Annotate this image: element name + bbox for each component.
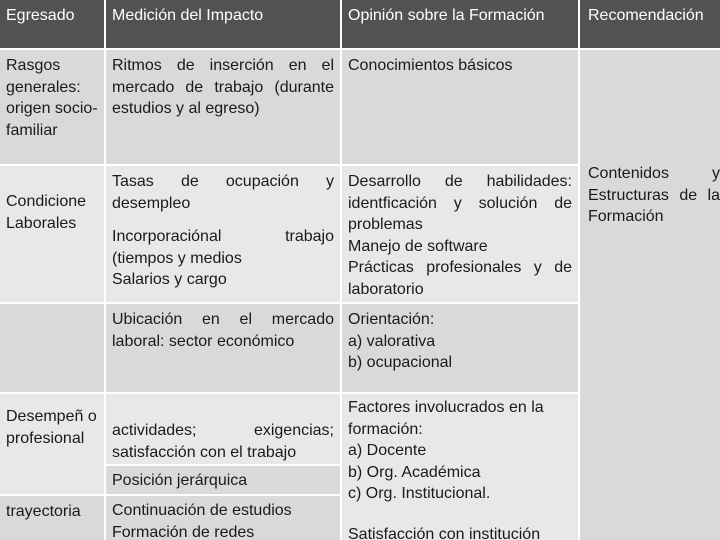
rasgos-label-cell: [0, 50, 104, 164]
desempeno-medicion-cell: [106, 394, 340, 464]
trayectoria-label: trayectoria: [6, 503, 81, 520]
header-medicion: [106, 0, 340, 48]
desempeno-opinion-c: c) Org. Institucional.: [348, 485, 491, 502]
condiciones-medicion-2: Incorporaciónal trabajo (tiempos y medios: [112, 228, 334, 267]
condiciones-opinion-1: Desarrollo de habilidades: identficación y solución de problemas: [348, 173, 572, 233]
ubicacion-opinion-b: b) ocupacional: [348, 354, 453, 371]
condiciones-label-cell: [0, 166, 104, 302]
recomendacion-text: Contenidos y Estructuras de la Formación: [588, 165, 720, 225]
header-opinion-label: Opinión sobre la Formación: [348, 7, 545, 24]
condiciones-label: Condicione Laborales: [6, 193, 87, 232]
desempeno-posicion-cell: [106, 466, 340, 494]
condiciones-medicion-3: Salarios y cargo: [112, 271, 227, 288]
condiciones-medicion-1: Tasas de ocupación y desempleo: [112, 173, 334, 212]
trayectoria-label-cell: [0, 496, 104, 540]
condiciones-medicion-cell: [106, 166, 340, 302]
header-medicion-label: Medición del Impacto: [112, 7, 264, 24]
ubicacion-medicion-cell: [106, 304, 340, 392]
desempeno-opinion-b: b) Org. Académica: [348, 463, 481, 481]
condiciones-opinion-2: Manejo de software: [348, 237, 488, 255]
ubicacion-medicion: Ubicación en el mercado laboral: sector económico: [112, 311, 334, 350]
condiciones-opinion-3: Prácticas profesionales y de laboratorio: [348, 259, 572, 298]
ubicacion-opinion-a: a) valorativa: [348, 332, 436, 350]
desempeno-opinion-satisfaccion: Satisfacción con institución: [348, 525, 541, 540]
header-recomendacion: [580, 0, 720, 48]
condiciones-opinion-cell: [342, 166, 578, 302]
header-recomendacion-label: Recomendación: [588, 7, 704, 24]
ubicacion-label-cell: [0, 304, 104, 392]
trayectoria-medicion-1: Continuación de estudios: [112, 502, 292, 519]
desempeno-posicion: Posición jerárquica: [112, 472, 248, 489]
rasgos-opinion-cell: [342, 50, 578, 164]
desempeno-opinion-title: Factores involucrados en la formación:: [348, 399, 544, 438]
desempeno-medicion: actividades; exigencias; satisfacción con el trabajo: [112, 422, 334, 461]
header-egresado: [0, 0, 104, 48]
rasgos-label: Rasgos generales: origen socio-familiar: [6, 57, 98, 139]
rasgos-medicion: Ritmos de inserción en el mercado de trabajo (durante estudios y al egreso): [112, 57, 334, 117]
trayectoria-medicion-cell: [106, 496, 340, 540]
rasgos-opinion: Conocimientos básicos: [348, 57, 513, 74]
ubicacion-opinion-title: Orientación:: [348, 311, 435, 328]
header-opinion: [342, 0, 578, 48]
trayectoria-medicion-2: Formación de redes: [112, 523, 255, 540]
ubicacion-opinion-cell: [342, 304, 578, 392]
header-egresado-label: Egresado: [6, 7, 75, 24]
desempeno-label-cell: [0, 394, 104, 494]
desempeno-label: Desempeñ o profesional: [6, 408, 97, 447]
rasgos-medicion-cell: [106, 50, 340, 164]
recomendacion-cell: [580, 50, 720, 540]
desempeno-opinion-a: a) Docente: [348, 442, 427, 459]
desempeno-opinion-cell: [342, 394, 578, 540]
